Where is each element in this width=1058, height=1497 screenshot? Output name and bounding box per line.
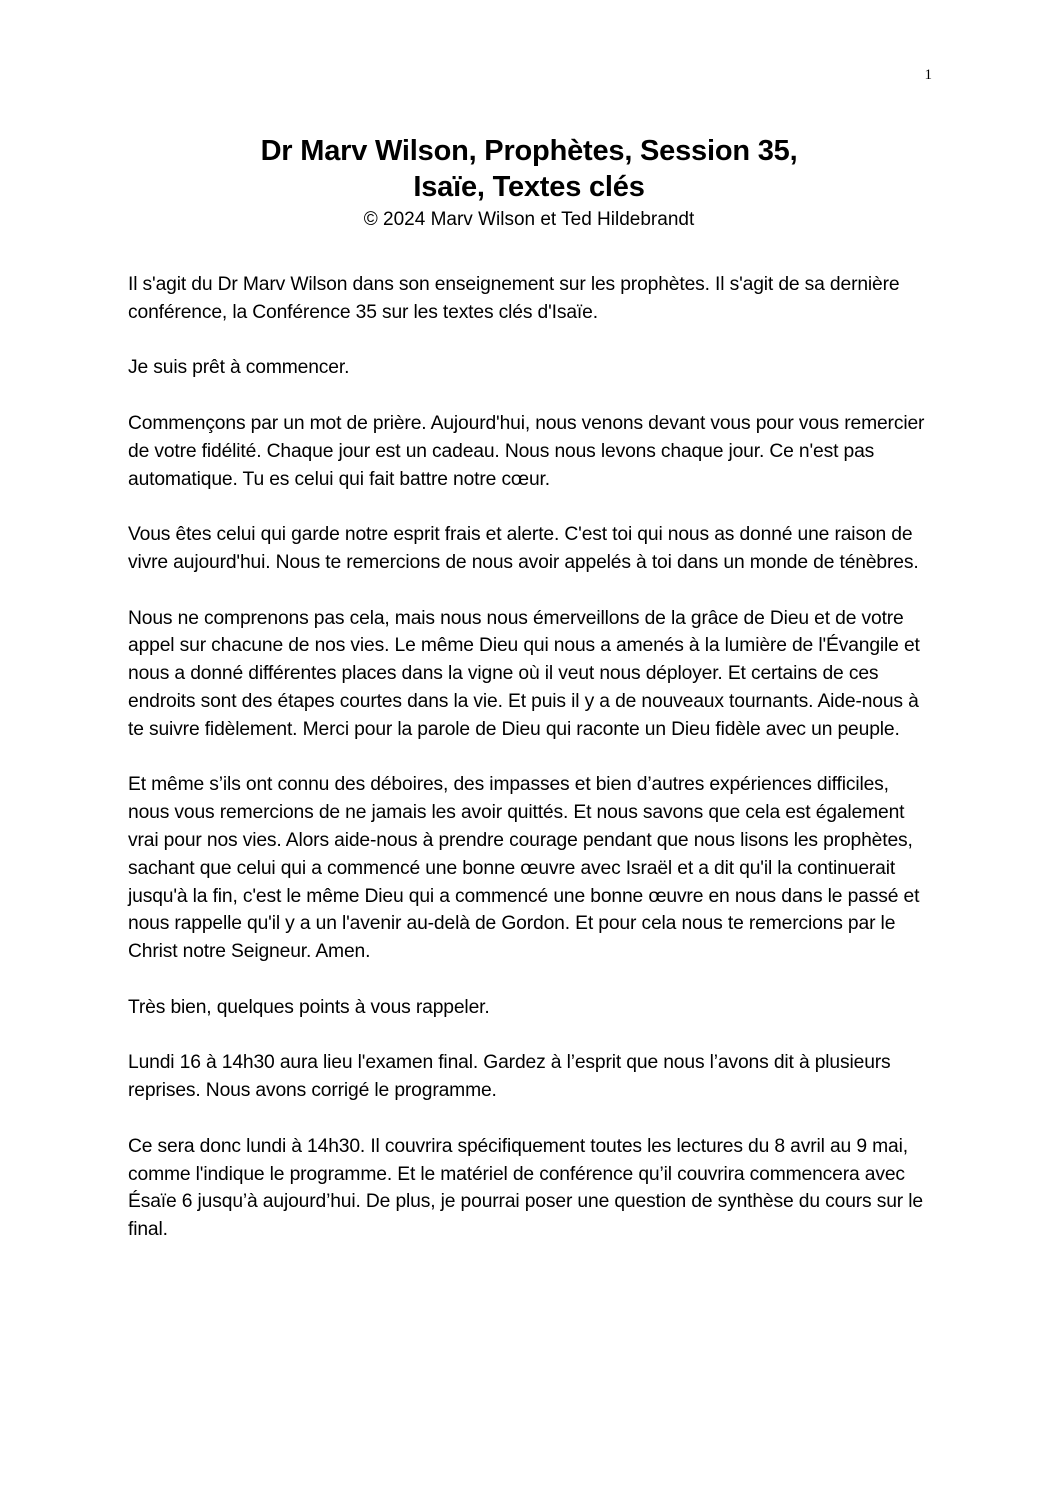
paragraph-ready: Je suis prêt à commencer. <box>128 357 350 379</box>
paragraph-prayer-2: Vous êtes celui qui garde notre esprit frais et alerte. C'est toi qui nous as donné une raison de vivre aujourd'hui. Nous te remercions de nous avoir appelés à toi dans un monde de ténèbres. <box>128 524 919 573</box>
page-number: 1 <box>924 67 932 83</box>
paragraph-exam-date: Lundi 16 à 14h30 aura lieu l'examen final. Gardez à l’esprit que nous l’avons dit à plusieurs reprises. Nous avons corrigé le programme. <box>128 1052 891 1102</box>
paragraph-prayer-3: Nous ne comprenons pas cela, mais nous nous émerveillons de la grâce de Dieu et de votre appel sur chacune de nos vies. Le même Dieu qui nous a amenés à la lumière de l'Évangile et nous a donné différentes places dans la vigne où il veut nous déployer. Et certains de ces endroits sont des étapes courtes dans la vie. Et puis il y a de nouveaux tournants. Aide-nous à te suivre fidèlement. Merci pour la parole de Dieu qui raconte un Dieu fidèle avec un peuple. <box>128 607 920 740</box>
paragraph-prayer-1: Commençons par un mot de prière. Aujourd'hui, nous venons devant vous pour vous remercier de votre fidélité. Chaque jour est un cadeau. Nous nous levons chaque jour. Ce n'est pas automatique. Tu es celui qui fait battre notre cœur. <box>128 412 925 490</box>
paragraph-reminders: Très bien, quelques points à vous rappeler. <box>128 996 490 1018</box>
document-title-line-1: Dr Marv Wilson, Prophètes, Session 35, <box>260 135 798 167</box>
document-header <box>0 133 1058 233</box>
document-title-line-2: Isaïe, Textes clés <box>413 171 645 203</box>
paragraph-exam-scope: Ce sera donc lundi à 14h30. Il couvrira spécifiquement toutes les lectures du 8 avril au 9 mai, comme l'indique le programme. Et le matériel de conférence qu’il couvrira commencera avec Ésaïe 6 jusqu’à aujourd’hui. De plus, je pourrai poser une question de synthèse du cours sur le final. <box>128 1135 923 1241</box>
paragraph-intro: Il s'agit du Dr Marv Wilson dans son enseignement sur les prophètes. Il s'agit de sa dernière conférence, la Conférence 35 sur les textes clés d'Isaïe. <box>128 274 900 323</box>
document-body <box>128 271 934 1272</box>
paragraph-prayer-4: Et même s’ils ont connu des déboires, des impasses et bien d’autres expériences difficiles, nous vous remercions de ne jamais les avoir quittés. Et nous savons que cela est également vrai pour nos vies. Alors aide-nous à prendre courage pendant que nous lisons les prophètes, sachant que celui qui a commencé une bonne œuvre avec Israël et a dit qu'il la continuerait jusqu'à la fin, c'est le même Dieu qui a commencé une bonne œuvre en nous dans le passé et nous rappelle qu'il y a un l'avenir au-delà de Gordon. Et pour cela nous te remercions par le Christ notre Seigneur. Amen. <box>128 774 920 963</box>
copyright-notice: © 2024 Marv Wilson et Ted Hildebrandt <box>363 209 695 230</box>
